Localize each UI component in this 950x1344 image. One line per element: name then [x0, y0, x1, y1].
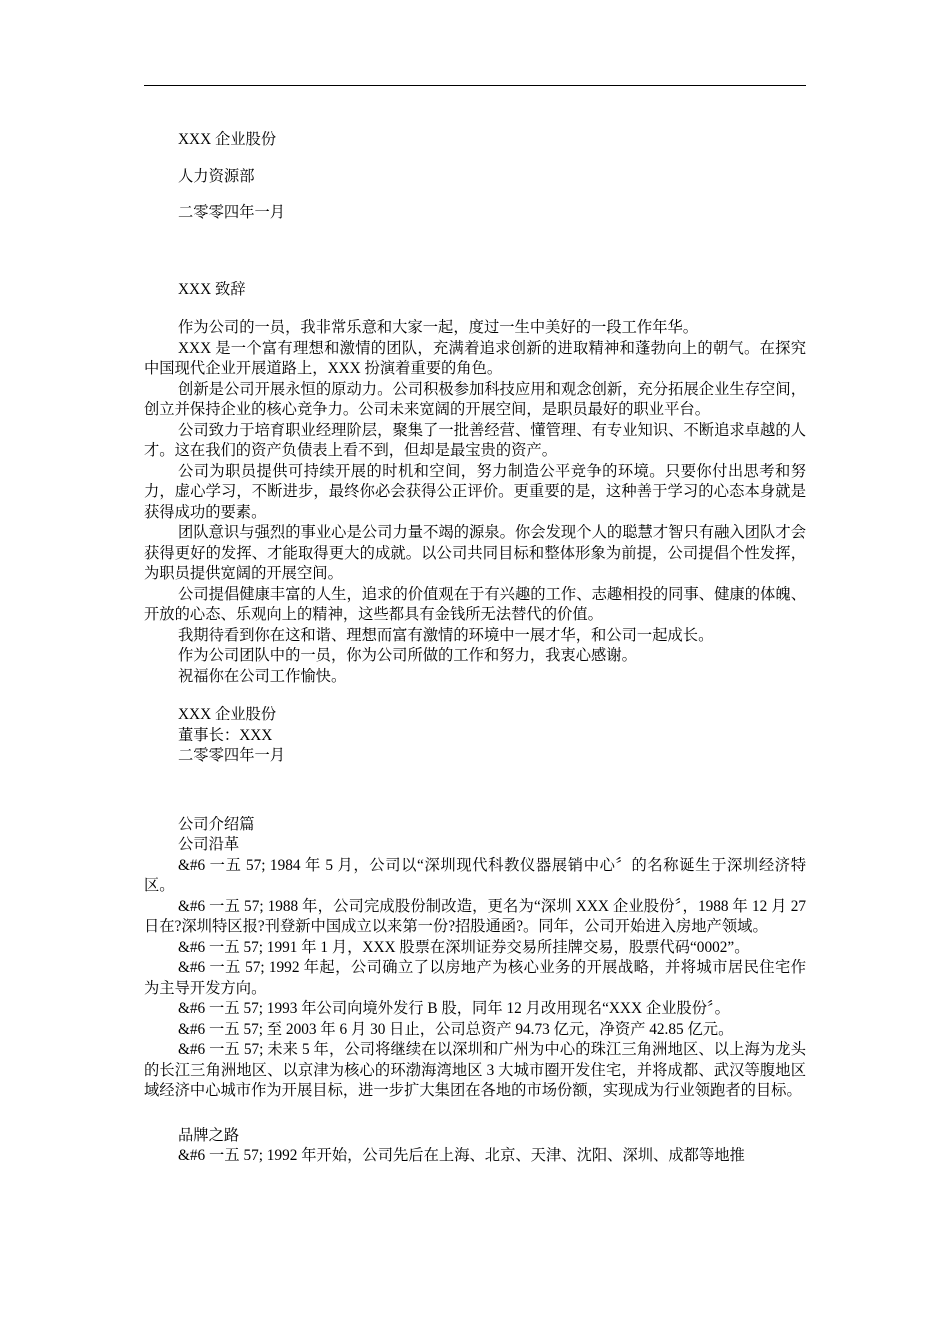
speech-paragraph: 我期待看到你在这和谐、理想而富有激情的环境中一展才华，和公司一起成长。: [178, 626, 714, 644]
speech-paragraph: 作为公司团队中的一员，你为公司所做的工作和努力，我衷心感谢。: [178, 647, 637, 664]
speech-paragraph: 祝福你在公司工作愉快。: [178, 667, 347, 685]
speech-paragraph: 团队意识与强烈的事业心是公司力量不竭的源泉。你会发现个人的聪慧才智只有融入团队才会获得更好的发挥、才能取得更大的成就。以公司共同目标和整体形象为前提，公司提倡个性发挥，为职员提供宽阔的开展空间。: [144, 524, 806, 582]
speech-paragraph: XXX 是一个富有理想和激情的团队，充满着追求创新的进取精神和蓬勃向上的朝气。在探究中国现代企业开展道路上，XXX 扮演着重要的角色。: [144, 339, 806, 377]
speech-paragraph: 公司提倡健康丰富的人生，追求的价值观在于有兴趣的工作、志趣相投的同事、健康的体魄、开放的心态、乐观向上的精神，这些都具有金钱所无法替代的价值。: [144, 585, 806, 623]
history-title: 公司沿革: [178, 836, 240, 853]
speech-paragraph: 创新是公司开展永恒的原动力。公司积极参加科技应用和观念创新，充分拓展企业生存空间，创立并保持企业的核心竞争力。公司未来宽阔的开展空间，是职员最好的职业平台。: [144, 380, 806, 418]
header-date: 二零零四年一月: [178, 204, 286, 221]
header-company: XXX 企业股份: [178, 131, 277, 148]
history-item: &#6 一五 57; 1992 年起，公司确立了以房地产为核心业务的开展战略，并将城市居民住宅作为主导开发方向。: [144, 959, 806, 997]
history-item: &#6 一五 57; 1991 年 1 月，XXX 股票在深圳证券交易所挂牌交易，股票代码“0002”。: [178, 938, 750, 956]
speech-paragraph: 公司为职员提供可持续开展的时机和空间，努力制造公平竞争的环境。只要你付出思考和努力，虚心学习，不断进步，最终你必会获得公正评价。更重要的是，这种善于学习的心态本身就是获得成功的要素。: [144, 462, 806, 521]
history-item: &#6 一五 57; 1988 年，公司完成股份制改造，更名为“深圳 XXX 企业股份〞，1988 年 12 月 27 日在?深圳特区报?刊登新中国成立以来第一份?招股通函?。同年，公司开始进入房地产领域。: [144, 897, 806, 935]
header-department: 人力资源部: [178, 167, 255, 185]
history-item: &#6 一五 57; 至 2003 年 6 月 30 日止，公司总资产 94.73 亿元，净资产 42.85 亿元。: [178, 1020, 734, 1038]
header-rule: [144, 85, 806, 86]
signature-date: 二零零四年一月: [178, 747, 286, 764]
signature-chairman: 董事长：XXX: [178, 726, 273, 744]
speech-paragraph: 作为公司的一员，我非常乐意和大家一起，度过一生中美好的一段工作年华。: [178, 319, 699, 336]
speech-paragraph: 公司致力于培育职业经理阶层，聚集了一批善经营、懂管理、有专业知识、不断追求卓越的人才。这在我们的资产负债表上看不到，但却是最宝贵的资产。: [144, 421, 806, 459]
speech-title: XXX 致辞: [178, 280, 246, 298]
history-item: &#6 一五 57; 1993 年公司向境外发行 B 股，同年 12 月改用现名“XXX 企业股份〞。: [178, 1000, 730, 1017]
document-body: [144, 130, 806, 1167]
brand-item: &#6 一五 57; 1992 年开始，公司先后在上海、北京、天津、沈阳、深圳、成都等地推: [178, 1147, 745, 1164]
brand-title: 品牌之路: [178, 1126, 240, 1144]
intro-section-title: 公司介绍篇: [178, 815, 255, 833]
history-item: &#6 一五 57; 未来 5 年，公司将继续在以深圳和广州为中心的珠江三角洲地区、以上海为龙头的长江三角洲地区、以京津为核心的环渤海湾地区 3 大城市圈开发住宅，并将成都、武汉等腹地区域经济中心城市作为开展目标，进一步扩大集团在各地的市场份额，实现成为行业领跑者的目标。: [144, 1041, 806, 1099]
signature-company: XXX 企业股份: [178, 706, 277, 723]
history-item: &#6 一五 57; 1984 年 5 月，公司以“深圳现代科教仪器展销中心〞的名称诞生于深圳经济特区。: [144, 856, 806, 894]
